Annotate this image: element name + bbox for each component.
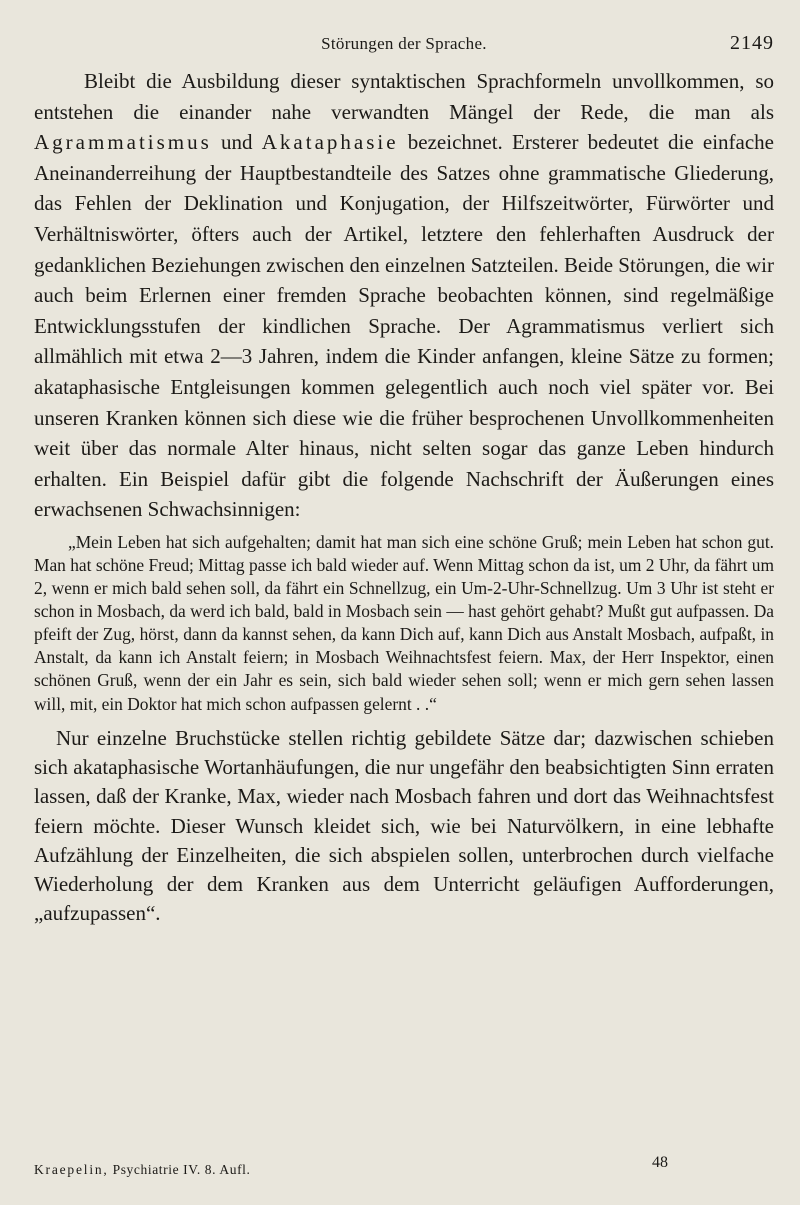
term-agrammatismus: Agrammatismus xyxy=(34,130,212,155)
footer-citation xyxy=(34,1162,250,1178)
page-number: 2149 xyxy=(730,32,774,54)
running-title: Störungen der Sprache. xyxy=(321,34,487,53)
term-akataphasie: Akataphasie xyxy=(261,130,399,155)
paragraph-text: Bleibt die Ausbildung dieser syntaktischen Sprachformeln unvollkommen, so entstehen die einander nahe verwandten Mängel der Rede, die man als xyxy=(34,69,774,124)
footer-work: Psychiatrie IV. 8. Aufl. xyxy=(112,1162,251,1177)
page-footer xyxy=(34,1154,774,1182)
paragraph-text: bezeichnet. Ersterer bedeutet die einfache Aneinanderreihung der Hauptbestandteile des Satzes ohne grammatische Gliederung, das Fehlen der Deklination und Konjugation, der Hilfszeitwörter, Fürwörter und Verhältniswörter, öfters auch der Artikel, letztere den fehlerhaften Ausdruck der gedanklichen Beziehungen zwischen den einzelnen Satzteilen. Beide Störungen, die wir auch beim Erlernen einer fremden Sprache beobachten können, sind regelmäßige Entwicklungsstufen der kindlichen Sprache. Der Agrammatismus verliert sich allmählich mit etwa 2—3 Jahren, indem die Kinder anfangen, kleine Sätze zu formen; akataphasische Entgleisungen kommen gelegentlich auch noch viel später vor. Bei unseren Kranken können sich diese wie die früher besprochenen Unvollkommenheiten weit über das normale Alter hinaus, nicht selten sogar das ganze Leben hindurch erhalten. Ein Beispiel dafür gibt die folgende Nachschrift der Äußerungen eines erwachsenen Schwachsinnigen: xyxy=(34,130,774,522)
page-body xyxy=(34,66,774,929)
paragraph-agrammatismus xyxy=(34,66,774,525)
signature-mark: 48 xyxy=(652,1154,668,1171)
page-header xyxy=(34,34,774,58)
footer-author: Kraepelin, xyxy=(34,1162,109,1177)
patient-quote: „Mein Leben hat sich aufgehalten; damit hat man sich eine schöne Gruß; mein Leben hat schon gut. Man hat schöne Freud; Mittag passe ich bald wieder auf. Wenn Mittag schon da ist, um 2 Uhr, da fährt um 2, wenn er mich bald sehen soll, da fährt ein Schnellzug, ein Um-2-Uhr-Schnellzug. Um 3 Uhr ist steht er schon in Mosbach, da werd ich bald, bald in Mosbach sein — hast gehört gehabt? Mußt gut aufpassen. Da pfeift der Zug, hörst, dann da kannst sehen, da kann Dich auf, kann Dich aus Anstalt Mosbach, aufpaßt, in Anstalt, da kann ich Anstalt feiern; in Mosbach Weihnachtsfest feiern. Max, der Herr Inspektor, einen schönen Gruß, wenn der ein Jahr es sein, sich bald wieder sehen soll; wenn er mich gern sehen lassen will, mit, ein Doktor hat mich schon aufpassen gelernt . .“ xyxy=(34,531,774,714)
paragraph-analysis: Nur einzelne Bruchstücke stellen richtig gebildete Sätze dar; dazwischen schieben sich akataphasische Wortanhäufungen, die nur ungefähr den beabsichtigten Sinn erraten lassen, daß der Kranke, Max, wieder nach Mosbach fahren und dort das Weihnachtsfest feiern möchte. Dieser Wunsch kleidet sich, wie bei Naturvölkern, in eine lebhafte Aufzählung der Einzelheiten, die sich abspielen sollen, unterbrochen durch vielfache Wiederholung der dem Kranken aus dem Unterricht geläufigen Aufforderungen, „aufzupassen“. xyxy=(34,725,774,926)
paragraph-text: und xyxy=(211,130,262,155)
